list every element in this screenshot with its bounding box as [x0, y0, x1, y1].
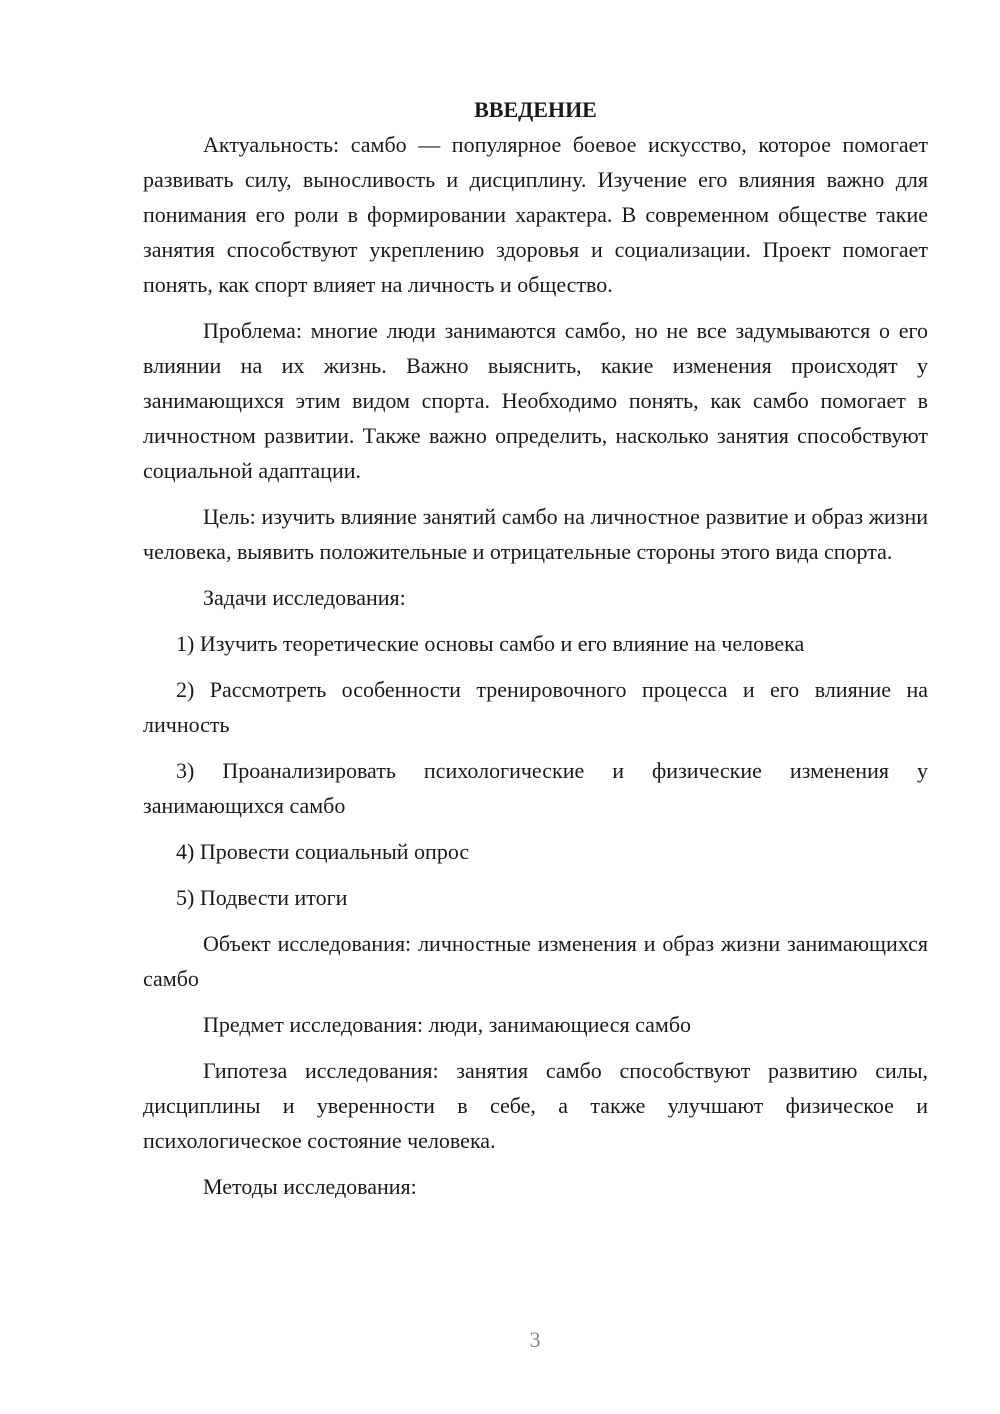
problem-paragraph: Проблема: многие люди занимаются самбо, но не все задумываются о его влиянии на их жизнь. Важно выяснить, какие изменения происходят у занимающихся этим видом спорта. Необходимо понять, как самбо помогает в личностном развитии. Также важно определить, насколько занятия способствуют социальной адаптации. [143, 318, 928, 483]
methods-heading: Методы исследования: [203, 1174, 417, 1199]
task-item-1: 1) Изучить теоретические основы самбо и его влияние на человека [176, 631, 805, 656]
subject-paragraph: Предмет исследования: люди, занимающиеся самбо [203, 1012, 692, 1037]
tasks-heading: Задачи исследования: [203, 585, 406, 610]
task-item-5: 5) Подвести итоги [176, 885, 348, 910]
task-item-2: 2) Рассмотреть особенности тренировочного процесса и его влияние на личность [143, 677, 928, 737]
hypothesis-paragraph: Гипотеза исследования: занятия самбо способствуют развитию силы, дисциплины и уверенности в себе, а также улучшают физическое и психологическое состояние человека. [143, 1058, 928, 1153]
page-number: 3 [529, 1327, 541, 1352]
page-title: ВВЕДЕНИЕ [474, 97, 597, 122]
relevance-paragraph: Актуальность: самбо — популярное боевое искусство, которое помогает развивать силу, выносливость и дисциплину. Изучение его влияния важно для понимания его роли в формировании характера. В современном обществе такие занятия способствуют укреплению здоровья и социализации. Проект помогает понять, как спорт влияет на личность и общество. [143, 132, 928, 297]
document-page [143, 92, 928, 1215]
goal-paragraph: Цель: изучить влияние занятий самбо на личностное развитие и образ жизни человека, выявить положительные и отрицательные стороны этого вида спорта. [143, 504, 928, 564]
task-item-3: 3) Проанализировать психологические и физические изменения у занимающихся самбо [143, 758, 928, 818]
object-paragraph: Объект исследования: личностные изменения и образ жизни занимающихся самбо [143, 931, 928, 991]
task-item-4: 4) Провести социальный опрос [176, 839, 470, 864]
